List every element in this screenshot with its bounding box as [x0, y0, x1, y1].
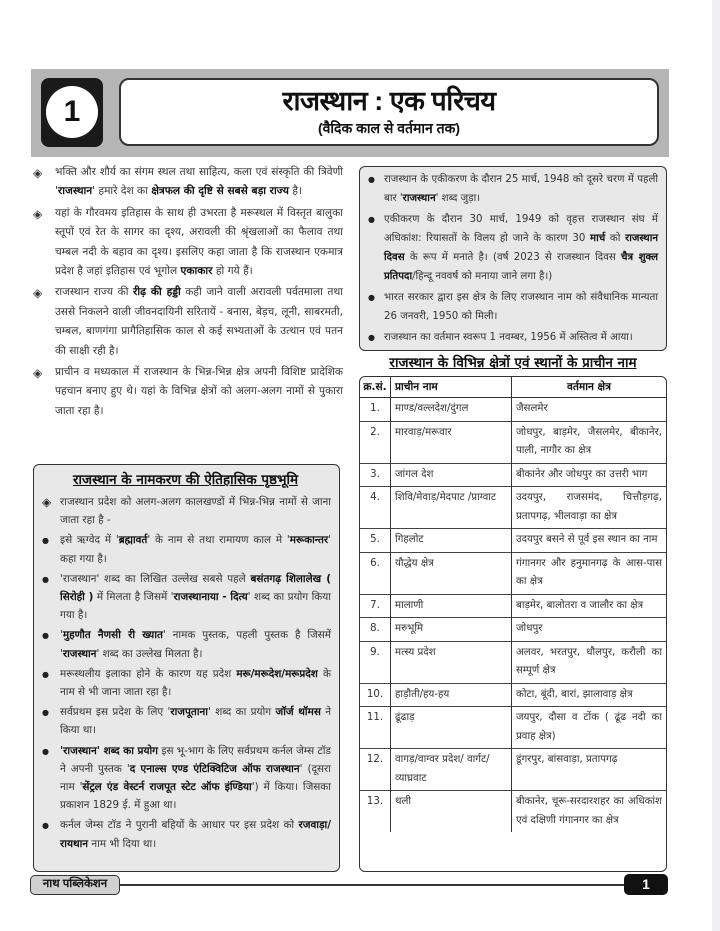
text-run: इसे ऋग्वेद में ' [60, 534, 119, 547]
text-run: भारत सरकार द्वारा इस क्षेत्र के लिए राजस्थान नाम को संवैधानिक मान्यता 26 जनवरी, 1950 को मिली। [384, 292, 658, 322]
column-header-current-region: वर्तमान क्षेत्र [512, 377, 667, 398]
history-list-item [40, 493, 331, 529]
text-run: एकीकरण के दौरान 30 मार्च, 1949 को वृहत्त राजस्थान संघ में अधिकांश: रियासतों के विलय हो जाने के कारण 30 [384, 214, 658, 244]
page-edge-strip [712, 0, 720, 931]
emphasized-text: सेंट्रल एंड वेस्टर्न राजपूत स्टेट ऑफ इंण्डिया [82, 781, 252, 794]
history-list-item [40, 816, 331, 852]
serial-number-cell: 9. [360, 641, 391, 683]
bullet-icon: ● [42, 574, 49, 584]
ancient-name-cell: मालाणी [391, 594, 512, 618]
text-run: इस भू-भाग के लिए सर्वप्रथम कर्नल जेम्स टॉड ने अपनी पुस्तक ' [60, 744, 331, 775]
text-run: नाम भी दिया था। [88, 837, 157, 850]
emphasized-text: एकाकार [180, 265, 213, 278]
footer-divider [118, 884, 630, 886]
diamond-bullet-icon: ◈ [33, 286, 43, 301]
text-run: ' नामक पुस्तक, पहली पुस्तक है जिसमें ' [60, 629, 331, 660]
emphasized-text: राजस्थान [57, 185, 93, 198]
serial-number-cell: 7. [360, 594, 391, 618]
text-run: प्राचीन व मध्यकाल में राजस्थान के भिन्न-भिन्न क्षेत्र अपनी विशिष्ट प्रादेशिक पहचान बनाए हुए थे। यहां के विभिन्न क्षेत्रों को अलग-अलग नामों से पुकारा जाता रहा है। [55, 366, 343, 417]
intro-section [33, 163, 343, 423]
unification-facts-list [366, 170, 658, 347]
text-run: सर्वप्रथम इस प्रदेश के लिए ' [60, 706, 171, 719]
chapter-number-badge [41, 78, 103, 147]
emphasized-text: क्षेत्रफल की दृष्टि से सबसे बड़ा राज्य [151, 185, 289, 198]
serial-number-cell: 3. [360, 463, 391, 487]
fact-list-item [366, 210, 658, 286]
history-list-item [40, 742, 331, 815]
chapter-title: राजस्थान : एक परिचय [282, 86, 496, 116]
intro-paragraph [33, 204, 343, 282]
unification-facts-box [359, 166, 667, 351]
fact-list-item [366, 170, 658, 208]
text-run: राजस्थान प्रदेश को अलग-अलग कालखण्डों में भिन्न-भिन्न नामों से जाना जाता रहा है - [60, 496, 331, 527]
text-run: राजस्थान के एकीकरण के दौरान 25 मार्च, 1948 को दूसरे चरण में पहली बार ' [384, 174, 658, 204]
emphasized-text: मरूकान्तर [289, 534, 329, 547]
table-row [360, 641, 666, 683]
serial-number-cell: 11. [360, 707, 391, 749]
emphasized-text: मार्च [590, 233, 606, 244]
table-row [360, 421, 666, 463]
bullet-icon: ● [42, 536, 49, 546]
emphasized-text: राजस्थान दिवस [384, 233, 658, 263]
table-row [360, 594, 666, 618]
table-row [360, 683, 666, 707]
serial-number-cell: 2. [360, 421, 391, 463]
intro-paragraph [33, 163, 343, 202]
current-region-cell: गंगानगर और हनुमानगढ़ के आस-पास का क्षेत्र [512, 552, 667, 594]
table-row [360, 529, 666, 553]
diamond-bullet-icon: ◈ [33, 166, 43, 180]
fact-list-item [366, 288, 658, 326]
emphasized-text: रीढ़ की हड्डी [133, 286, 181, 299]
text-run: ' हमारे देश का [92, 185, 152, 198]
current-region-cell: बीकानेर और जोधपुर का उत्तरी भाग [512, 463, 667, 487]
current-region-cell: जोधपुर, बाड़मेर, जैसलमेर, बीकानेर, पाली, नागौर का क्षेत्र [512, 421, 667, 463]
serial-number-cell: 4. [360, 487, 391, 529]
ancient-name-cell: थली [391, 791, 512, 833]
emphasized-text: मरू/मरूदेश/मरूप्रदेश [236, 667, 318, 680]
emphasized-text: मुहणौत नैणसी री ख्यात [62, 629, 163, 642]
emphasized-text: 'राजस्थान' शब्द का प्रयोग [60, 744, 159, 757]
current-region-cell: अलवर, भरतपुर, धौलपुर, करौली का सम्पूर्ण क्षेत्र [512, 641, 667, 683]
column-header-serial: क्र.सं. [360, 377, 391, 398]
text-run: हो गये हैं। [212, 265, 253, 278]
bullet-icon: ● [42, 746, 49, 756]
text-run: ' (दूसरा नाम ' [60, 762, 331, 794]
bullet-icon: ● [42, 708, 49, 718]
intro-paragraph [33, 363, 343, 421]
emphasized-text: द एनाल्स एण्ड एंटिक्विटिज ऑफ राजस्थान [129, 762, 300, 775]
publisher-label: नाथ पब्लिकेशन [30, 875, 120, 895]
current-region-cell: जोधपुर [512, 618, 667, 642]
emphasized-text: बसंतगढ़ शिलालेख ( सिरोही ) [60, 572, 331, 604]
text-run: के रूप में मनाते है। (वर्ष 2023 से राजस्थान दिवस [404, 252, 621, 263]
text-run: भक्ति और शौर्य का संगम स्थल तथा साहित्य, कला एवं संस्कृति की त्रिवेणी ' [55, 166, 343, 198]
ancient-names-table-title: राजस्थान के विभिन्न क्षेत्रों एवं स्थानों के प्राचीन नाम [389, 355, 637, 371]
text-run: के नाम से भी जाना जाता रहा है। [60, 667, 331, 699]
text-run: राजस्थान राज्य की [55, 286, 133, 299]
bullet-icon: ● [368, 333, 375, 342]
table-header-row [360, 377, 666, 398]
bullet-icon: ● [42, 821, 49, 831]
ancient-name-cell: मत्स्य प्रदेश [391, 641, 512, 683]
table-row [360, 398, 666, 422]
ancient-name-cell: मारवाड़/मरूवार [391, 421, 512, 463]
diamond-bullet-icon: ◈ [33, 206, 43, 221]
text-run: कही जाने वाली अरावली पर्वतमाला तथा उससे निकलने वाली जीवनदायिनी सरितायें - बनास, बेड़च, लूनी, साबरमती, चम्बल, बाणगंगा प्रागैतिहासिक काल से कई सभ्यताओं के उत्थान एवं पतन की साक्षी रही है। [55, 286, 343, 357]
serial-number-cell: 10. [360, 683, 391, 707]
text-run: ' शब्द जुड़ा। [435, 193, 481, 204]
text-run: ' शब्द का प्रयोग [207, 706, 276, 719]
table-row [360, 618, 666, 642]
table-row [360, 463, 666, 487]
chapter-header-banner [31, 69, 669, 157]
text-run: ') में किया। जिसका प्रकाशन 1829 ई. में हुआ था। [60, 781, 331, 812]
bullet-icon: ● [368, 175, 375, 184]
text-run: है। [288, 185, 302, 198]
naming-history-list [40, 493, 331, 853]
fact-list-item [366, 328, 658, 347]
text-run: ' कहा गया है। [60, 534, 331, 565]
bullet-icon: ● [368, 215, 375, 224]
text-run: ' के नाम से तथा रामायण काल मे ' [147, 534, 290, 547]
naming-history-title: राजस्थान के नामकरण की ऐतिहासिक पृष्ठभूमि [72, 472, 299, 488]
text-run: ' शब्द का उल्लेख मिलता है। [96, 647, 203, 660]
diamond-bullet-icon: ◈ [33, 366, 43, 381]
ancient-name-cell: हाड़ौती/हय-हय [391, 683, 512, 707]
chapter-subtitle: (वैदिक काल से वर्तमान तक) [317, 120, 461, 136]
text-run: ' [60, 629, 63, 642]
text-run: मरूस्थलीय इलाका होने के कारण यह प्रदेश [60, 667, 237, 680]
text-run: ' शब्द का प्रयोग किया गया है। [60, 591, 331, 622]
ancient-name-cell: ढूंढाड़ [391, 707, 512, 749]
emphasized-text: रजवाड़ा/रायथान [60, 819, 331, 850]
ancient-name-cell: माण्ड/वल्लदेश/दुंगल [391, 398, 512, 422]
current-region-cell: जयपुर, दौसा व टोंक ( ढूंढ नदी का प्रवाह क्षेत्र) [512, 707, 667, 749]
emphasized-text: राजपूताना [170, 706, 208, 719]
ancient-name-cell: यौद्धेय क्षेत्र [391, 552, 512, 594]
serial-number-cell: 13. [360, 791, 391, 833]
chapter-title-box [119, 78, 659, 146]
ancient-name-cell: जांगल देश [391, 463, 512, 487]
serial-number-cell: 1. [360, 398, 391, 422]
history-list-item [40, 665, 331, 701]
naming-history-box [33, 464, 340, 872]
emphasized-text: राजस्थान [62, 647, 97, 660]
ancient-name-cell: वागड़/वाग्वर प्रदेश/ वार्गट/व्याघ्रवाट [391, 749, 512, 791]
bullet-icon: ● [368, 293, 375, 302]
current-region-cell: बाड़मेर, बालोतरा व जालौर का क्षेत्र [512, 594, 667, 618]
chapter-number: 1 [46, 86, 98, 138]
emphasized-text: राजस्थानाया - दित्य [173, 591, 248, 604]
ancient-names-table [359, 376, 667, 872]
emphasized-text: चैत्र शुक्ल प्रतिपदा [384, 252, 658, 282]
current-region-cell: उदयपुर बसने से पूर्व इस स्थान का नाम [512, 529, 667, 553]
text-run: यहां के गौरवमय इतिहास के साथ ही उभरता है मरूस्थल में विस्तृत बालुका स्तूपों एवं रेत के सागर का दृश्य, अरावली की श्रृंखलाओं का फैलाव तथा चम्बल नदी के बहाव का दृश्य। इसलिए कहा जाता है कि राजस्थान एकमात्र प्रदेश है जहां इतिहास एवं भूगोल [55, 206, 343, 278]
serial-number-cell: 12. [360, 749, 391, 791]
serial-number-cell: 6. [360, 552, 391, 594]
text-run: 'राजस्थान' शब्द का लिखित उल्लेख सबसे पहले [60, 572, 251, 585]
text-run: को [605, 233, 626, 244]
table-row [360, 707, 666, 749]
current-region-cell: उदयपुर, राजसमंद, चित्तौड़गढ़, प्रतापगढ़, भीलवाड़ा का क्षेत्र [512, 487, 667, 529]
ancient-name-cell: मरुभूमि [391, 618, 512, 642]
emphasized-text: ब्रह्मावर्त [118, 534, 148, 547]
text-run: ने किया था। [60, 706, 332, 737]
emphasized-text: राजस्थान [402, 193, 436, 204]
text-run: में मिलता है जिसमें ' [93, 591, 174, 604]
page-number: 1 [624, 874, 668, 895]
intro-paragraph [33, 283, 343, 361]
history-list-item [40, 703, 331, 739]
history-list-item [40, 570, 331, 625]
table-row [360, 791, 666, 833]
table-row [360, 487, 666, 529]
bullet-icon: ● [42, 631, 49, 641]
serial-number-cell: 5. [360, 529, 391, 553]
current-region-cell: जैसलमेर [516, 403, 548, 414]
serial-number-cell: 8. [360, 618, 391, 642]
history-list-item [40, 531, 331, 567]
ancient-name-cell: शिवि/मेवाड़/मेदपाट /प्राग्वाट [391, 487, 512, 529]
column-header-ancient-name: प्राचीन नाम [391, 377, 512, 398]
history-list-item [40, 626, 331, 662]
text-run: राजस्थान का वर्तमान स्वरूप 1 नवम्बर, 1956 में अस्तित्व में आया। [384, 332, 633, 343]
table-row [360, 552, 666, 594]
diamond-bullet-icon: ◈ [42, 495, 52, 509]
bullet-icon: ● [42, 669, 49, 679]
emphasized-text: जॉर्ज थॉमस [275, 706, 321, 719]
current-region-cell: बीकानेर, चूरू-सरदारशहर का अधिकांश एवं दक्षिणी गंगानगर का क्षेत्र [512, 791, 667, 833]
current-region-cell: कोटा, बूंदी, बारां, झालावाड़ क्षेत्र [512, 683, 667, 707]
ancient-name-cell: गिहलोट [391, 529, 512, 553]
text-run: कर्नल जेम्स टॉड ने पुरानी बहियों के आधार पर इस प्रदेश को [60, 819, 299, 832]
current-region-cell: डूंगरपुर, बांसवाड़ा, प्रतापगढ़ [512, 749, 667, 791]
table-row [360, 749, 666, 791]
text-run: /हिन्दू नववर्ष को मनाया जाने लगा है।) [412, 271, 553, 282]
